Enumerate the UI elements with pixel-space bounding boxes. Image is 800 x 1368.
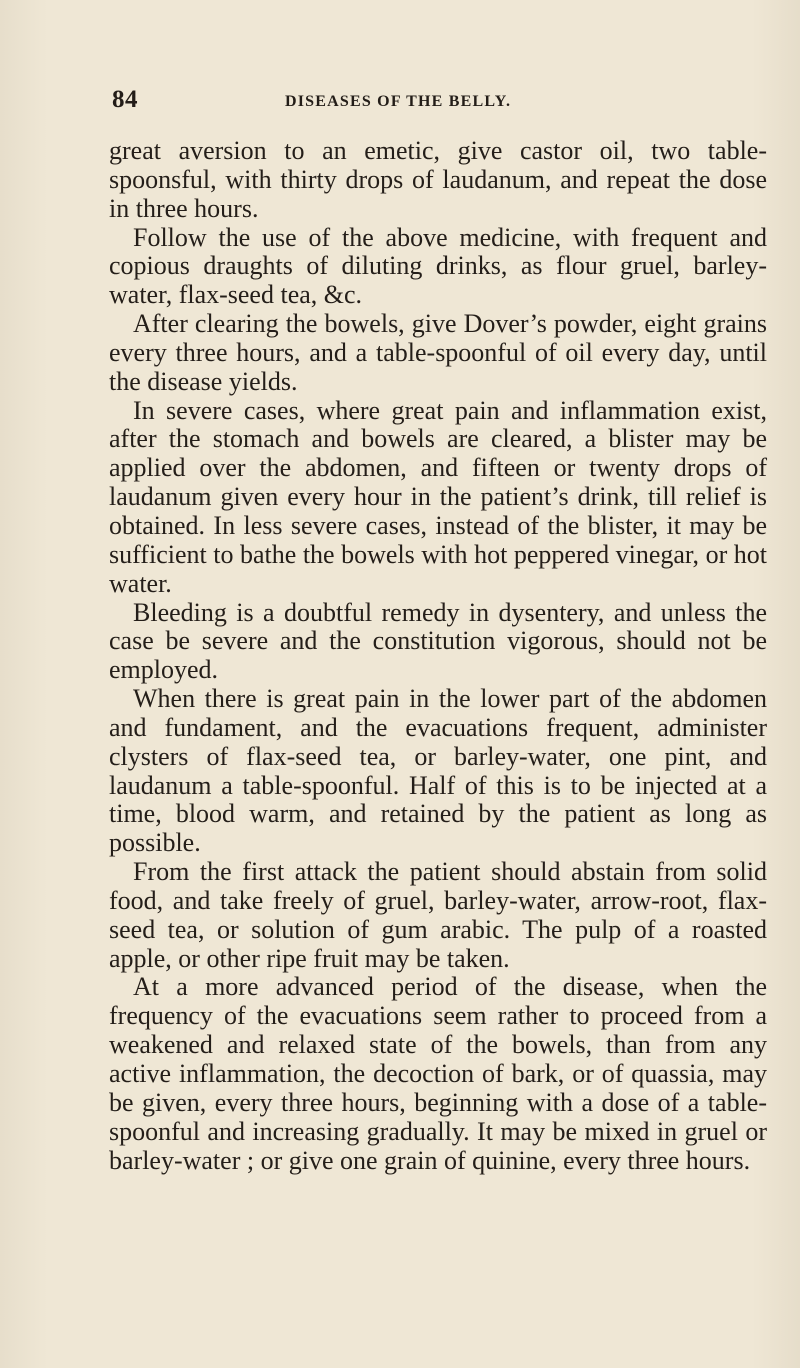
paragraph-advanced-period: At a more advanced period of the disease, when the frequency of the evacuations seem rather to proceed from a weakened and relaxed state of the bowels, than from any active inflammation, the decoction of bark, or of quassia, may be given, every three hours, beginning with a dose of a table-spoonful and increasing gradually. It may be mixed in gruel or barley-water ; or give one grain of quinine, every three hours. bbox=[109, 972, 767, 1175]
paragraph-bleeding: Bleeding is a doubtful remedy in dysentery, and unless the case be severe and the constitution vigorous, should not be employed. bbox=[109, 597, 767, 685]
page-number: 84 bbox=[112, 86, 138, 113]
paragraph-severe-cases: In severe cases, where great pain and inflammation exist, after the stomach and bowels are cleared, a blister may be applied over the abdomen, and fifteen or twenty drops of laudanum given every hour in the patient’s drink, till relief is obtained. In less severe cases, instead of the blister, it may be sufficient to bathe the bowels with hot peppered vinegar, or hot water. bbox=[109, 395, 767, 598]
page-header bbox=[112, 86, 768, 120]
paragraph-great-pain: When there is great pain in the lower part of the abdomen and fundament, and the evacuations frequent, administer clysters of flax-seed tea, or barley-water, one pint, and laudanum a table-spoonful. Half of this is to be injected at a time, blood warm, and retained by the patient as long as possible. bbox=[109, 684, 767, 858]
paragraph-continued: great aversion to an emetic, give castor oil, two table-spoonsful, with thirty drops of laudanum, and repeat the dose in three hours. bbox=[109, 136, 767, 223]
running-head: DISEASES OF THE BELLY. bbox=[285, 93, 512, 110]
paragraph-first-attack: From the first attack the patient should abstain from solid food, and take freely of gruel, barley-water, arrow-root, flax-seed tea, or solution of gum arabic. The pulp of a roasted apple, or other ripe fruit may be taken. bbox=[109, 857, 767, 973]
paragraph-after-clearing: After clearing the bowels, give Dover’s powder, eight grains every three hours, and a table-spoonful of oil every day, until the disease yields. bbox=[109, 309, 767, 396]
paragraph-follow-use: Follow the use of the above medicine, with frequent and copious draughts of diluting drinks, as flour gruel, barley-water, flax-seed tea, &c. bbox=[109, 222, 767, 310]
body-text bbox=[109, 137, 767, 1175]
